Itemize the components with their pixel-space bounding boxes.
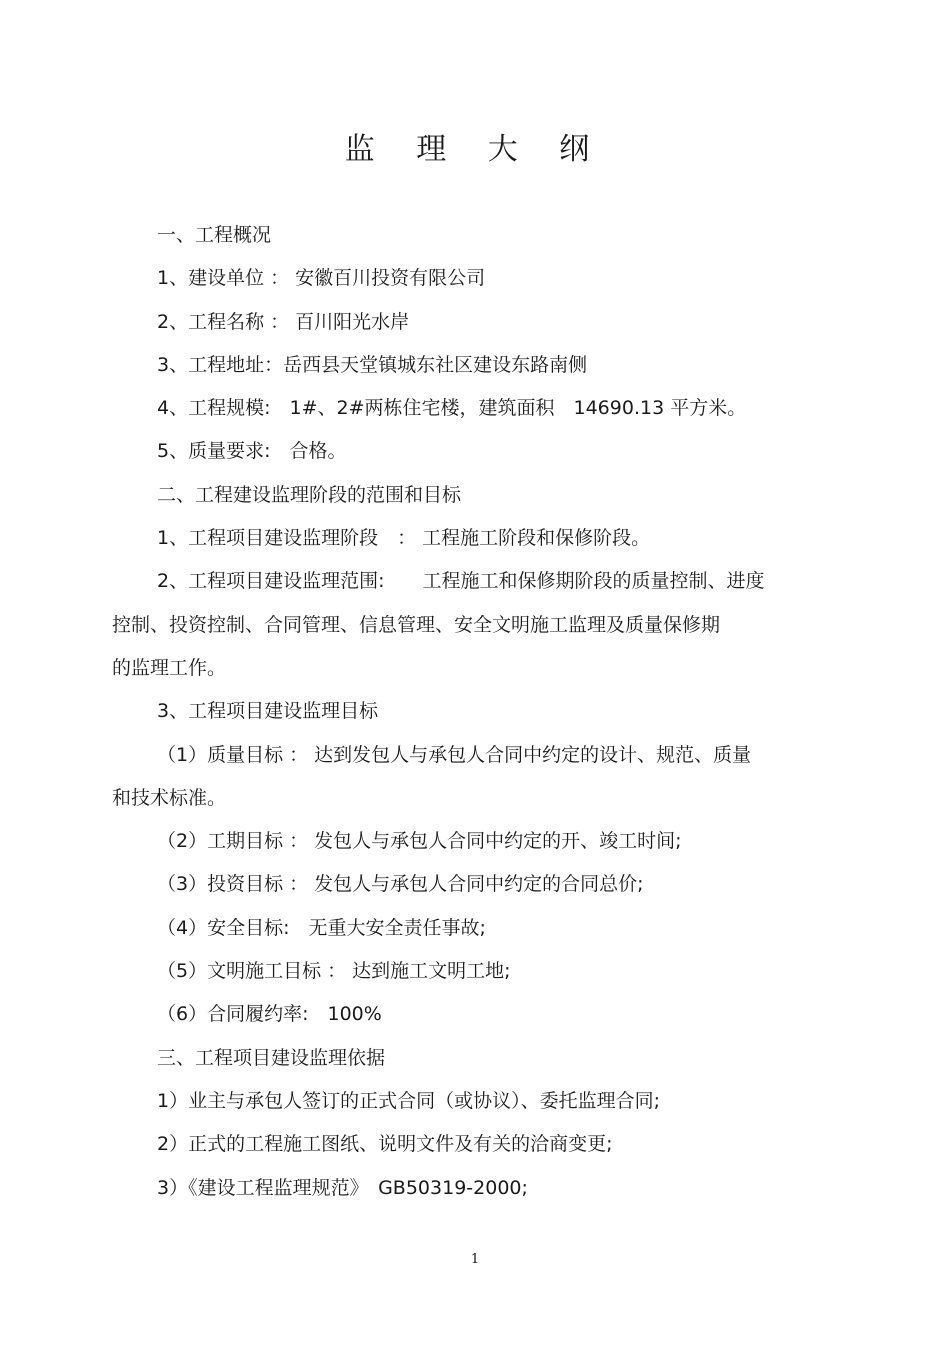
overview-item-client: 1、建设单位 ： 安徽百川投资有限公司 <box>157 267 486 290</box>
scope-item-goals: 3、工程项目建设监理目标 <box>157 700 379 723</box>
basis-item-contract: 1）业主与承包人签订的正式合同（或协议）、委托监理合同; <box>157 1089 660 1112</box>
section-heading-overview: 一、工程概况 <box>157 224 272 246</box>
goal-investment: （3）投资目标 ： 发包人与承包人合同中约定的合同总价; <box>157 873 644 896</box>
goal-quality-line2: 和技术标准。 <box>112 786 227 809</box>
goal-civilized-construction: （5）文明施工目标 ： 达到施工文明工地; <box>157 960 511 983</box>
basis-item-standard: 3）《建设工程监理规范》 GB50319-2000; <box>157 1176 528 1199</box>
document-title: 监 理 大 纲 <box>344 132 606 167</box>
overview-item-project-name: 2、工程名称 ： 百川阳光水岸 <box>157 310 410 333</box>
basis-item-drawings: 2）正式的工程施工图纸、说明文件及有关的洽商变更; <box>157 1133 613 1156</box>
document-body <box>112 214 822 1210</box>
scope-item-stage: 1、工程项目建设监理阶段 ： 工程施工阶段和保修阶段。 <box>157 527 651 550</box>
scope-item-range-line2: 控制、投资控制、合同管理、信息管理、安全文明施工监理及质量保修期 <box>112 613 721 636</box>
section-heading-scope: 二、工程建设监理阶段的范围和目标 <box>157 483 462 506</box>
goal-quality-line1: （1）质量目标 ： 达到发包人与承包人合同中约定的设计、规范、质量 <box>157 743 752 766</box>
scope-item-range-line1: 2、工程项目建设监理范围: 工程施工和保修期阶段的质量控制、进度 <box>157 570 765 593</box>
overview-item-address: 3、工程地址：岳西县天堂镇城东社区建设东路南侧 <box>157 353 588 376</box>
scope-item-range-line3: 的监理工作。 <box>112 656 227 679</box>
goal-schedule: （2）工期目标 ： 发包人与承包人合同中约定的开、竣工时间; <box>157 830 682 853</box>
overview-item-quality: 5、质量要求: 合格。 <box>157 440 347 463</box>
section-heading-basis: 三、工程项目建设监理依据 <box>157 1046 386 1069</box>
goal-safety: （4）安全目标: 无重大安全责任事故; <box>157 916 486 939</box>
overview-item-scale: 4、工程规模: 1#、2#两栋住宅楼，建筑面积 14690.13 平方米。 <box>157 397 747 420</box>
page-number: 1 <box>470 1252 480 1267</box>
goal-contract-performance: （6）合同履约率: 100% <box>157 1003 382 1026</box>
